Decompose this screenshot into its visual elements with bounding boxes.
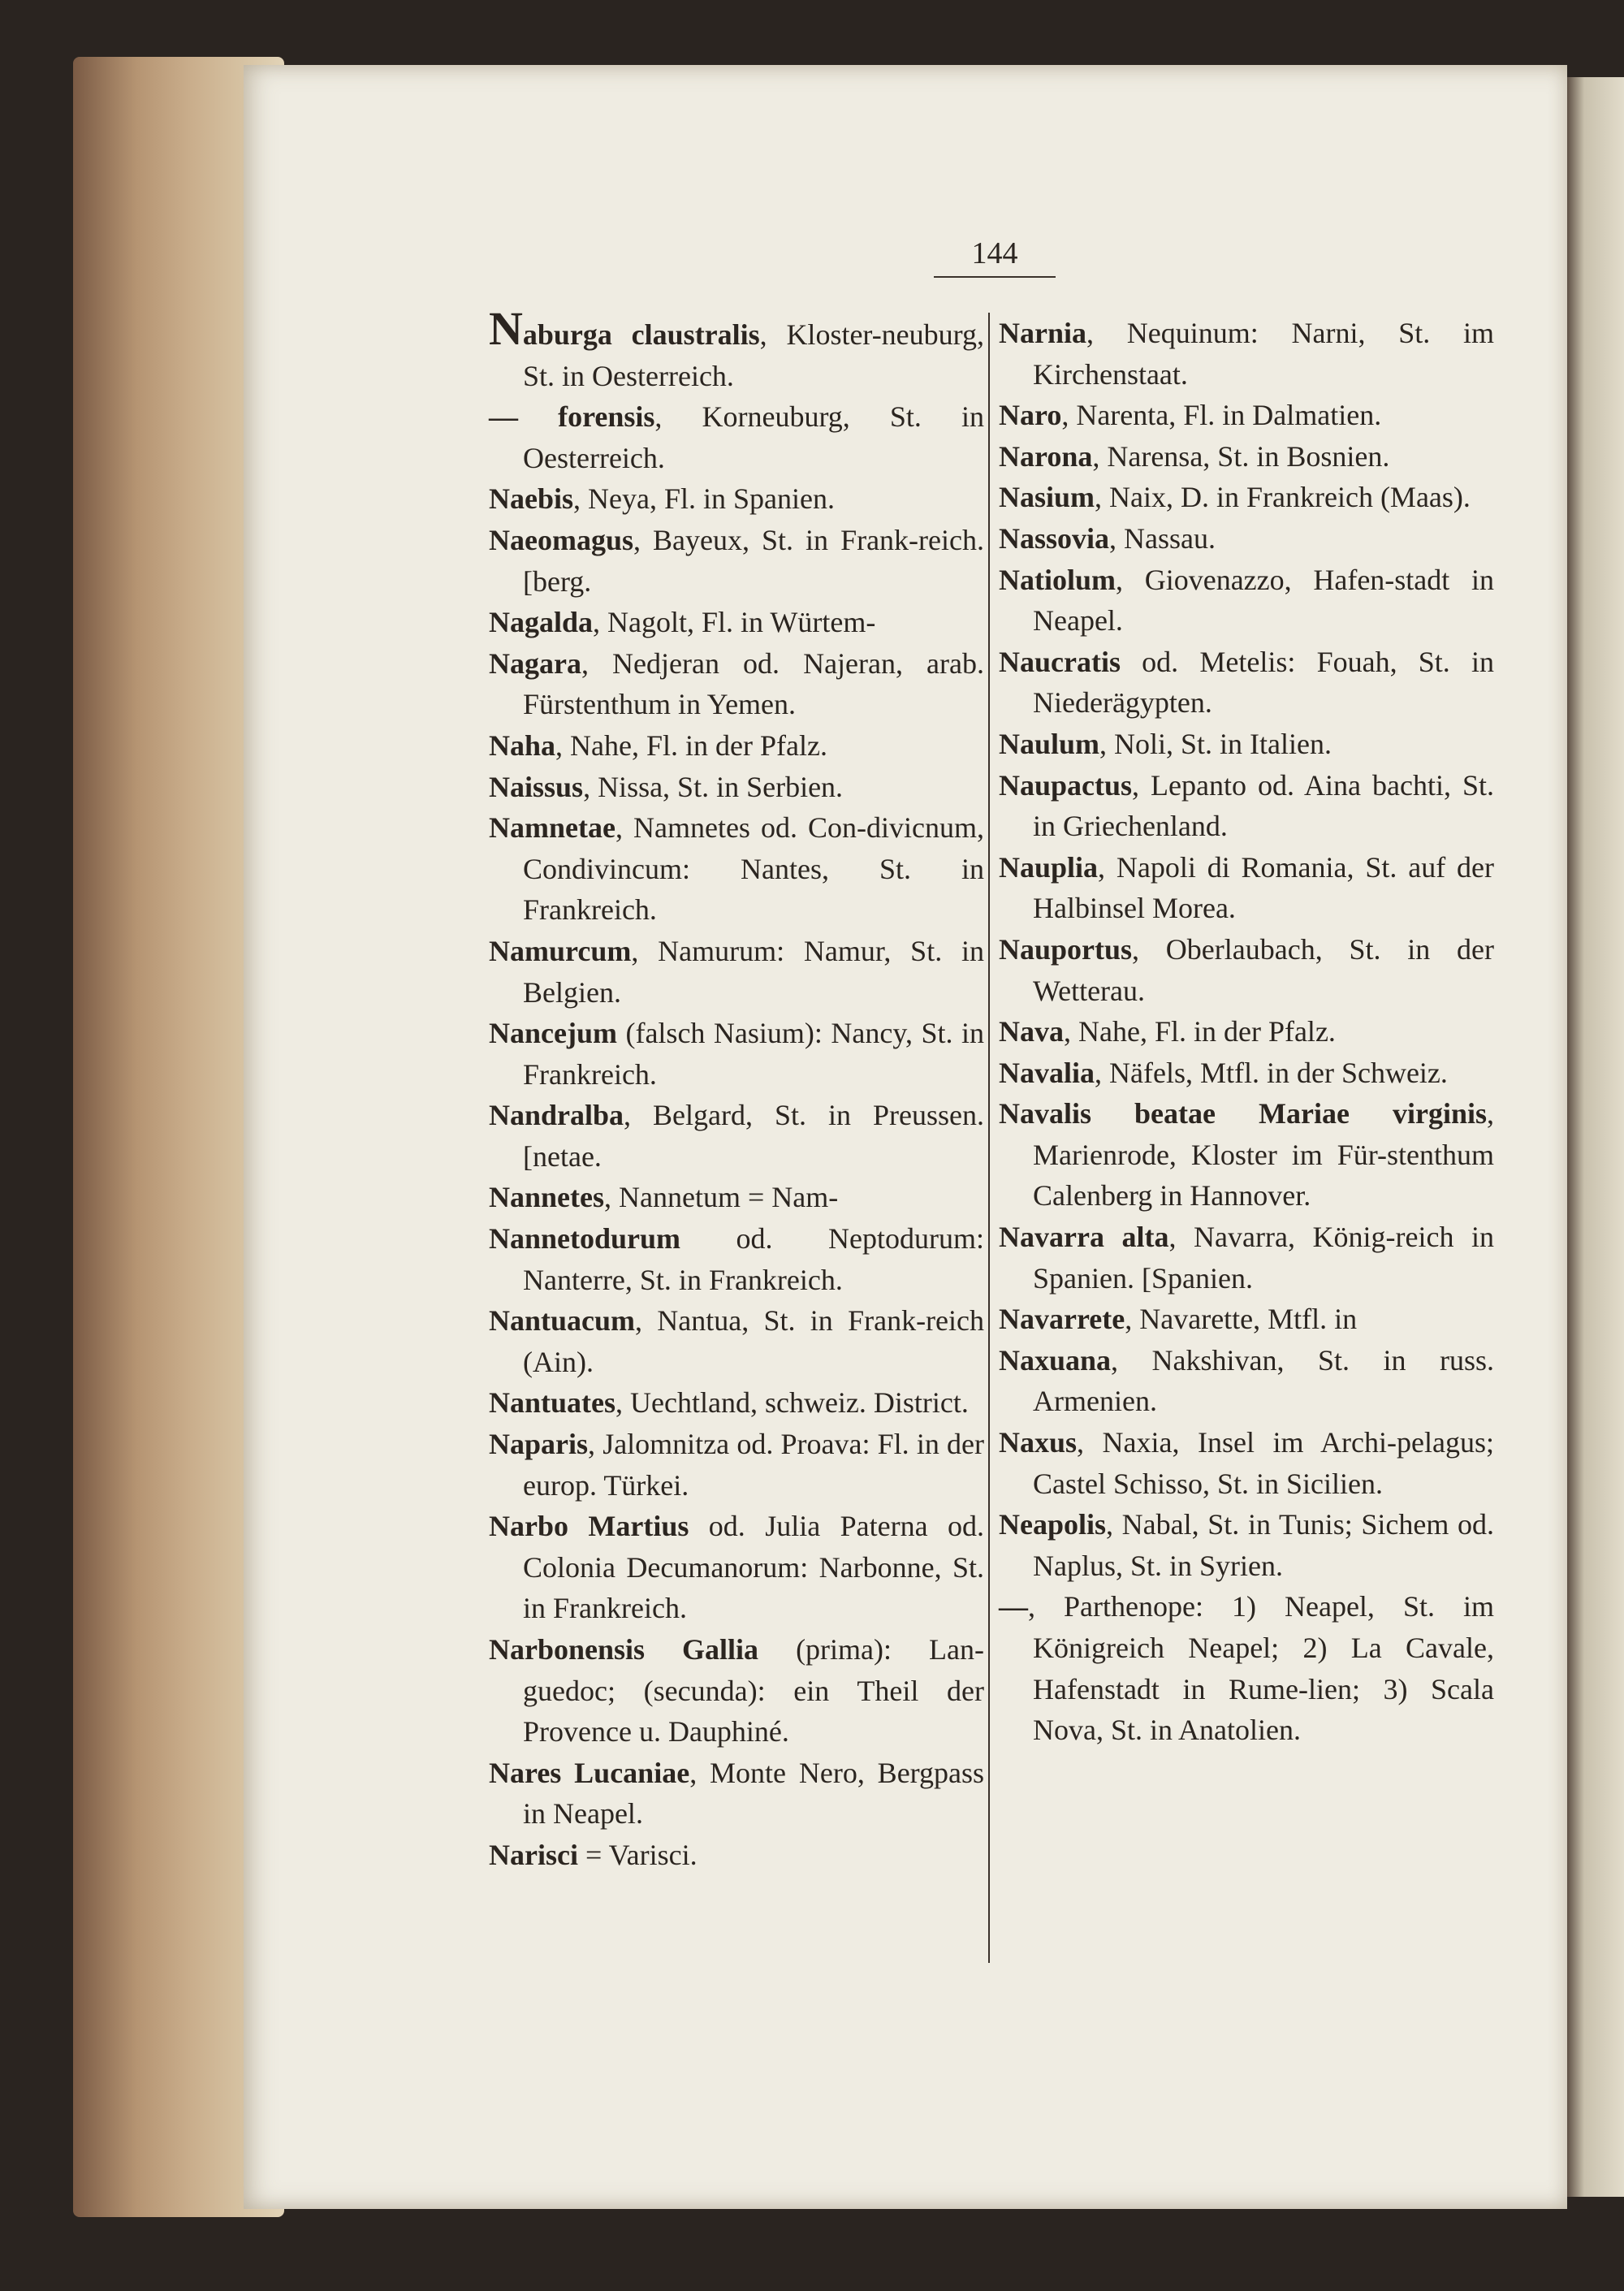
entry-definition: , Noli, St. in Italien. bbox=[1099, 727, 1332, 760]
entry-lemma: Navarrete bbox=[999, 1303, 1125, 1336]
entry-lemma: Narbonensis Gallia bbox=[489, 1633, 759, 1666]
entry-lemma: Naro bbox=[999, 399, 1062, 432]
entry-lemma: Naparis bbox=[489, 1428, 589, 1461]
entry-definition: , Korneuburg, St. in Oesterreich. bbox=[523, 400, 984, 474]
entry-definition: , Parthenope: 1) Neapel, St. im Königreich Neapel; 2) La Cavale, Hafenstadt in Rume-lien; 3) Scala Nova, St. in Anatolien. bbox=[1028, 1590, 1494, 1747]
entry-definition: , Monte Nero, Bergpass in Neapel. bbox=[523, 1756, 985, 1831]
entry-lemma: — forensis bbox=[489, 400, 655, 434]
entry-definition: , Nannetum = Nam- bbox=[604, 1181, 839, 1214]
entry-definition: (falsch Nasium): Nancy, St. in Frankreich. bbox=[523, 1017, 984, 1091]
dictionary-entry bbox=[489, 478, 984, 520]
dictionary-entry bbox=[489, 1382, 984, 1424]
dictionary-entry bbox=[999, 1053, 1494, 1094]
dictionary-entry bbox=[999, 1422, 1494, 1504]
dictionary-entry bbox=[489, 931, 984, 1013]
entry-lemma: Naha bbox=[489, 728, 556, 762]
entry-lemma: Nandralba bbox=[489, 1099, 624, 1132]
dictionary-entry bbox=[999, 518, 1494, 560]
entry-lemma: Nantuates bbox=[489, 1386, 616, 1420]
entry-definition: , Kloster-neuburg, St. in Oesterreich. bbox=[523, 318, 984, 392]
entry-lemma: Naupactus bbox=[999, 768, 1133, 802]
entry-definition: , Nahe, Fl. in der Pfalz. bbox=[555, 728, 827, 762]
entry-definition: od. Julia Paterna od. Colonia Decumanorum: Narbonne, St. in Frankreich. bbox=[523, 1510, 984, 1625]
entry-lemma: Neapolis bbox=[999, 1508, 1107, 1541]
dictionary-entry bbox=[999, 1340, 1494, 1422]
dictionary-entry bbox=[489, 1506, 984, 1629]
entry-definition: = Varisci. bbox=[577, 1838, 698, 1871]
entry-definition: , Navarette, Mtfl. in bbox=[1125, 1303, 1358, 1336]
entry-lemma: Narnia bbox=[999, 317, 1086, 349]
dictionary-entry bbox=[489, 1835, 984, 1876]
dictionary-entry bbox=[999, 1299, 1494, 1340]
entry-lemma: Naebis bbox=[489, 482, 574, 516]
entry-definition: (prima): Lan-guedoc; (secunda): ein Theil der Provence u. Dauphiné. bbox=[523, 1633, 984, 1749]
dictionary-entry bbox=[999, 1011, 1494, 1053]
column-divider bbox=[988, 313, 990, 1963]
dictionary-entry bbox=[999, 847, 1494, 929]
entry-lemma: Navarra alta bbox=[999, 1221, 1169, 1254]
dictionary-entry bbox=[999, 642, 1494, 724]
dictionary-entry bbox=[489, 1218, 984, 1300]
dictionary-entry bbox=[489, 1095, 984, 1177]
dictionary-entry bbox=[489, 1177, 984, 1218]
entry-lemma: Naissus bbox=[489, 770, 584, 803]
entry-definition: , Oberlaubach, St. in der Wetterau. bbox=[1033, 932, 1494, 1007]
dictionary-entry bbox=[999, 1093, 1494, 1217]
dictionary-entry bbox=[999, 724, 1494, 765]
entry-definition: , Nissa, St. in Serbien. bbox=[583, 770, 844, 803]
dictionary-entry bbox=[489, 602, 984, 643]
entry-definition: , Napoli di Romania, St. auf der Halbinsel Morea. bbox=[1033, 850, 1494, 925]
dictionary-entry bbox=[999, 560, 1494, 642]
dictionary-entry bbox=[999, 436, 1494, 478]
entry-definition: , Giovenazzo, Hafen-stadt in Neapel. bbox=[1033, 563, 1494, 638]
entry-definition: od. Metelis: Fouah, St. in Niederägypten. bbox=[1033, 645, 1494, 720]
dictionary-entry bbox=[999, 1504, 1494, 1586]
entry-lemma: Nagara bbox=[489, 646, 581, 680]
entry-lemma: Nauportus bbox=[999, 932, 1133, 966]
entry-definition: , Belgard, St. in Preussen. [netae. bbox=[523, 1099, 984, 1173]
entry-lemma: — bbox=[999, 1590, 1028, 1623]
entry-definition: , Lepanto od. Aina bachti, St. in Griechenland. bbox=[1033, 768, 1494, 843]
entry-definition: , Namurum: Namur, St. in Belgien. bbox=[523, 934, 984, 1009]
dictionary-entry bbox=[489, 1424, 984, 1506]
entry-definition: , Narensa, St. in Bosnien. bbox=[1092, 439, 1390, 473]
entry-lemma: Nagalda bbox=[489, 606, 594, 639]
entry-definition: , Nequinum: Narni, St. im Kirchenstaat. bbox=[1033, 317, 1494, 391]
entry-lemma: Navalia bbox=[999, 1056, 1095, 1089]
entry-definition: , Marienrode, Kloster im Für-stenthum Calenberg in Hannover. bbox=[1033, 1097, 1494, 1213]
entry-definition: , Nagolt, Fl. in Würtem- bbox=[593, 606, 876, 639]
dictionary-entry bbox=[489, 807, 984, 931]
dictionary-entry bbox=[489, 520, 984, 602]
entry-lemma: Naucratis bbox=[999, 645, 1121, 678]
dictionary-entry bbox=[489, 1629, 984, 1753]
entry-lemma: Naulum bbox=[999, 727, 1100, 760]
entry-definition: , Nahe, Fl. in der Pfalz. bbox=[1064, 1015, 1336, 1048]
entry-definition: , Näfels, Mtfl. in der Schweiz. bbox=[1095, 1056, 1448, 1089]
dictionary-entry bbox=[999, 477, 1494, 518]
dictionary-entry bbox=[489, 396, 984, 478]
dictionary-entry bbox=[999, 929, 1494, 1011]
entry-lemma: Nantuacum bbox=[489, 1304, 636, 1338]
entry-definition: od. Neptodurum: Nanterre, St. in Frankreich. bbox=[523, 1222, 984, 1296]
entry-lemma: Naeomagus bbox=[489, 523, 633, 556]
entry-definition: , Narenta, Fl. in Dalmatien. bbox=[1061, 399, 1382, 432]
entry-lemma: Nasium bbox=[999, 481, 1095, 514]
entry-definition: , Nantua, St. in Frank-reich (Ain). bbox=[523, 1304, 984, 1378]
entry-lemma: Natiolum bbox=[999, 563, 1116, 596]
entry-lemma: Namnetae bbox=[489, 811, 615, 845]
dictionary-entry bbox=[999, 1217, 1494, 1299]
facing-page-edge bbox=[1567, 77, 1624, 2197]
dictionary-entry bbox=[489, 725, 984, 767]
dictionary-entry bbox=[999, 765, 1494, 847]
right-column bbox=[999, 313, 1494, 1751]
entry-definition: , Naxia, Insel im Archi-pelagus; Castel Schisso, St. in Sicilien. bbox=[1033, 1426, 1494, 1500]
entry-lemma: Naxus bbox=[999, 1426, 1078, 1459]
entry-definition: , Nakshivan, St. in russ. Armenien. bbox=[1033, 1343, 1494, 1418]
entry-lemma: Nannetes bbox=[489, 1181, 604, 1214]
dictionary-entry bbox=[489, 1300, 984, 1382]
entry-lemma: Nancejum bbox=[489, 1017, 617, 1050]
page-number: 144 bbox=[934, 236, 1056, 278]
dictionary-entry bbox=[489, 302, 984, 396]
entry-definition: , Nassau. bbox=[1109, 521, 1216, 555]
dictionary-entry bbox=[489, 643, 984, 725]
dictionary-entry bbox=[999, 313, 1494, 395]
entry-lemma: Narona bbox=[999, 439, 1093, 473]
entry-lemma: Nares Lucaniae bbox=[489, 1756, 690, 1789]
left-column bbox=[489, 302, 985, 1876]
entry-definition: , Navarra, König-reich in Spanien. [Spanien. bbox=[1033, 1221, 1494, 1295]
entry-definition: , Uechtland, schweiz. District. bbox=[615, 1386, 969, 1420]
entry-definition: , Bayeux, St. in Frank-reich. [berg. bbox=[523, 523, 984, 598]
entry-lemma: Nannetodurum bbox=[489, 1222, 681, 1256]
dictionary-entry bbox=[489, 1753, 984, 1835]
entry-lemma: Nassovia bbox=[999, 521, 1110, 555]
entry-definition: , Namnetes od. Con-divicnum, Condivincum: Nantes, St. in Frankreich. bbox=[523, 811, 984, 927]
entry-definition: , Neya, Fl. in Spanien. bbox=[573, 482, 835, 516]
entry-definition: , Nabal, St. in Tunis; Sichem od. Naplus, St. in Syrien. bbox=[1033, 1508, 1494, 1582]
entry-lemma: Nava bbox=[999, 1015, 1064, 1048]
entry-lemma: Naburga claustralis bbox=[489, 302, 760, 355]
dictionary-entry bbox=[999, 1586, 1494, 1750]
entry-definition: , Naix, D. in Frankreich (Maas). bbox=[1095, 481, 1471, 514]
dictionary-entry bbox=[489, 767, 984, 808]
entry-lemma: Namurcum bbox=[489, 934, 632, 967]
entry-lemma: Narbo Martius bbox=[489, 1510, 689, 1543]
entry-lemma: Narisci bbox=[489, 1838, 578, 1871]
entry-lemma: Naxuana bbox=[999, 1343, 1112, 1377]
entry-lemma: Navalis beatae Mariae virginis bbox=[999, 1097, 1487, 1130]
dictionary-entry bbox=[999, 395, 1494, 436]
entry-definition: , Jalomnitza od. Proava: Fl. in der europ. Türkei. bbox=[523, 1428, 984, 1502]
dictionary-entry bbox=[489, 1013, 984, 1095]
entry-definition: , Nedjeran od. Najeran, arab. Fürstenthum in Yemen. bbox=[523, 646, 984, 721]
entry-lemma: Nauplia bbox=[999, 850, 1099, 884]
